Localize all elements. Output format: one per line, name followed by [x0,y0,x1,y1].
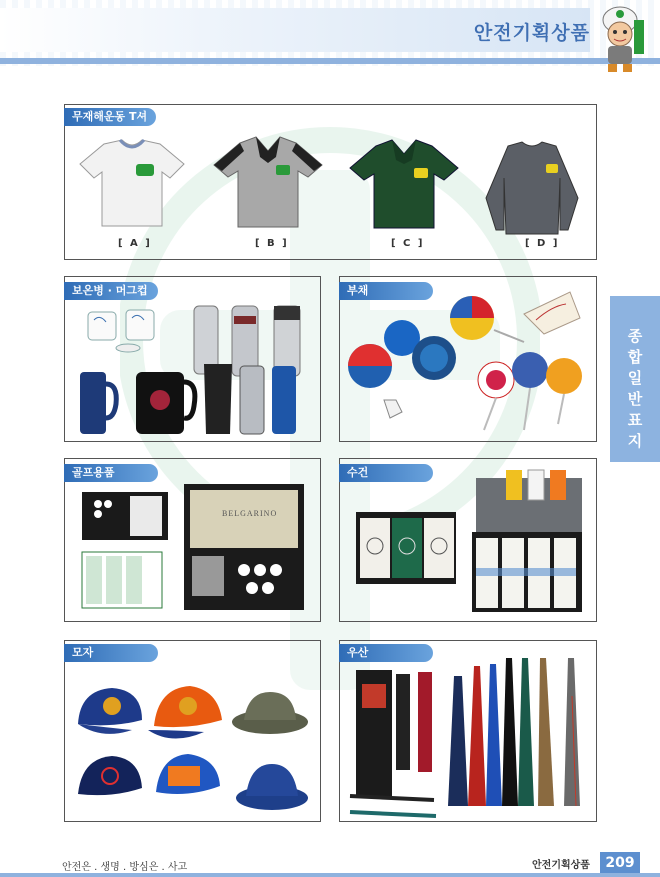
footer-rule [0,873,660,877]
tshirt-label-d: [ D ] [525,238,560,249]
thermos-mug-image [80,304,316,438]
umbrella-image [344,656,590,818]
towel-set-image [356,468,586,616]
tshirt-c-image [346,138,462,232]
fan-image [344,290,590,438]
umbrella-section-title: 우산 [339,644,433,662]
tshirt-a-image [74,138,190,230]
towel-section-title: 수건 [339,464,433,482]
tshirt-b-image [210,135,326,231]
safety-mascot-icon [594,2,654,74]
side-tab-char: 지 [627,432,643,450]
cap-image [72,680,312,816]
tshirt-label-a: [ A ] [118,238,152,249]
page-number: 209 [600,852,640,874]
side-tab-char: 일 [627,369,643,387]
footer-section-title: 안전기획상품 [532,860,590,871]
tshirt-d-image [482,138,582,236]
tshirt-label-c: [ C ] [391,238,425,249]
header-rule [0,58,660,64]
side-tab-char: 반 [627,390,643,408]
golf-section-title: 골프용품 [64,464,158,482]
cap-section-title: 모자 [64,644,158,662]
thermos-section-title: 보온병 · 머그컵 [64,282,158,300]
side-tab-char: 종 [627,327,643,345]
tshirt-section-title: 무재해운동 T셔츠 [64,108,156,126]
page-title: 안전기획상품 [473,22,590,44]
side-tab-char: 합 [627,348,643,366]
tshirt-label-b: [ B ] [255,238,289,249]
side-tab[interactable] [610,296,660,462]
golf-set-image [78,484,310,612]
side-tab-char: 표 [627,411,643,429]
fan-section-title: 부채 [339,282,433,300]
footer-slogan: 안전은 . 생명 . 방심은 . 사고 [62,862,188,873]
golf-brand-text: BELGARINO [222,509,278,518]
